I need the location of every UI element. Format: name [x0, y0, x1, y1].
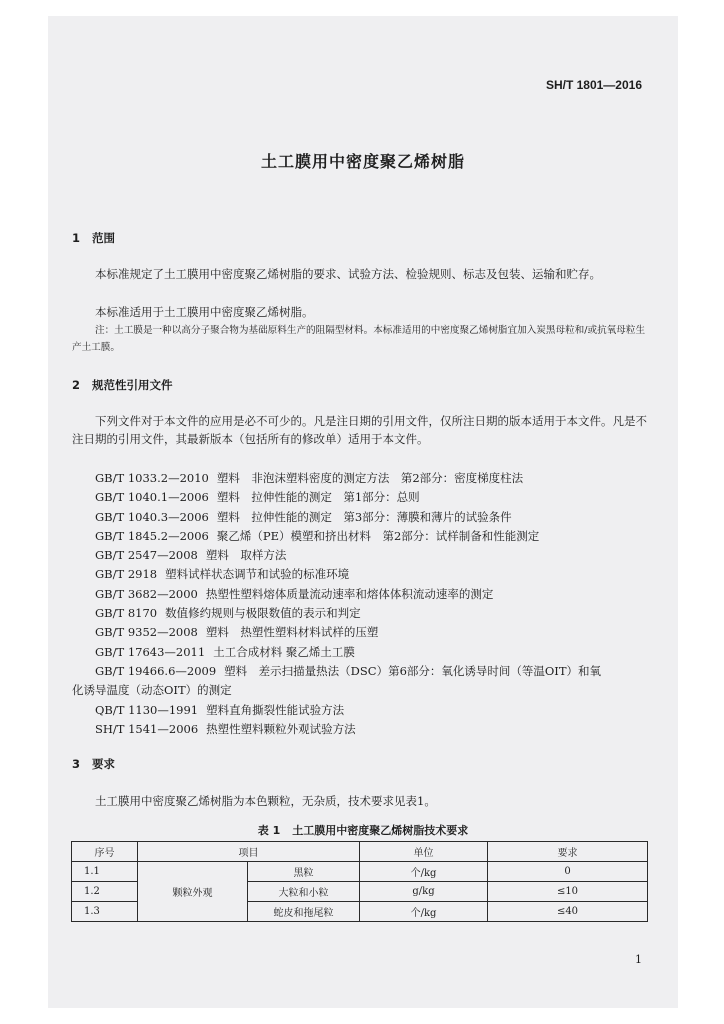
- reference-list: [72, 469, 648, 739]
- table-title: 土工膜用中密度聚乙烯树脂技术要求: [292, 824, 469, 837]
- section-number: 3: [72, 757, 81, 771]
- row-requirement: ≤40: [488, 902, 648, 922]
- table-row: [72, 862, 648, 882]
- reference-item: SH/T 1541—2006 热塑性塑料颗粒外观试验方法: [95, 721, 356, 736]
- document-page: [48, 16, 678, 1008]
- standard-code: SH/T 1801—2016: [545, 78, 642, 92]
- section-title: 要求: [92, 757, 115, 771]
- reference-item: GB/T 2547—2008 塑料 取样方法: [95, 548, 287, 563]
- reference-item: GB/T 1033.2—2010 塑料 非泡沫塑料密度的测定方法 第2部分：密度梯度柱法: [95, 471, 524, 485]
- header-requirement: 要求: [488, 842, 648, 862]
- reference-item: QB/T 1130—1991 塑料直角撕裂性能试验方法: [95, 702, 345, 717]
- header-no: 序号: [72, 842, 138, 862]
- section-title: 范围: [92, 231, 115, 245]
- table-caption: [48, 822, 678, 838]
- reference-item: GB/T 8170 数值修约规则与极限数值的表示和判定: [95, 606, 361, 621]
- reference-item: GB/T 1040.1—2006 塑料 拉伸性能的测定 第1部分：总则: [95, 490, 420, 505]
- reference-item: GB/T 19466.6—2009 塑料 差示扫描量热法（DSC）第6部分：氧化诱导时间（等温OIT）和氧 化诱导温度（动态OIT）的测定: [72, 663, 602, 698]
- row-item: 大粒和小粒: [248, 882, 360, 902]
- section-number: 1: [72, 231, 81, 245]
- document-title: 土工膜用中密度聚乙烯树脂: [260, 152, 465, 171]
- table-number: 表 1: [257, 824, 281, 837]
- reference-item: GB/T 3682—2000 热塑性塑料熔体质量流动速率和熔体体积流动速率的测定: [95, 586, 494, 601]
- row-unit: 个/kg: [360, 902, 488, 922]
- section-1-heading: [72, 230, 115, 246]
- reference-item: GB/T 1845.2—2006 聚乙烯（PE）模塑和挤出材料 第2部分：试样制备和性能测定: [95, 528, 540, 543]
- section-title: 规范性引用文件: [92, 378, 173, 392]
- row-no: 1.3: [72, 902, 138, 922]
- scope-paragraph: 本标准规定了土工膜用中密度聚乙烯树脂的要求、试验方法、检验规则、标志及包装、运输和贮存。: [95, 267, 601, 281]
- row-requirement: 0: [488, 862, 648, 882]
- scope-note: 注：土工膜是一种以高分子聚合物为基础原料生产的阻隔型材料。本标准适用的中密度聚乙烯树脂宜加入炭黑母粒和/或抗氧母粒生产土工膜。: [72, 325, 646, 353]
- row-no: 1.1: [72, 862, 138, 882]
- section-2-heading: [72, 377, 173, 393]
- page-number: 1: [635, 953, 642, 966]
- reference-item: GB/T 17643—2011 土工合成材料 聚乙烯土工膜: [95, 644, 355, 659]
- reference-item: GB/T 2918 塑料试样状态调节和试验的标准环境: [95, 567, 350, 582]
- reference-item: GB/T 9352—2008 塑料 热塑性塑料材料试样的压塑: [95, 625, 379, 640]
- header-unit: 单位: [360, 842, 488, 862]
- reference-item: GB/T 1040.3—2006 塑料 拉伸性能的测定 第3部分：薄膜和薄片的试验条件: [95, 509, 512, 524]
- row-no: 1.2: [72, 882, 138, 902]
- normative-references-intro: 下列文件对于本文件的应用是必不可少的。凡是注日期的引用文件，仅所注日期的版本适用于本文件。凡是不注日期的引用文件，其最新版本（包括所有的修改单）适用于本文件。: [72, 414, 647, 446]
- row-item: 黑粒: [248, 862, 360, 882]
- requirements-table: [71, 841, 648, 922]
- section-number: 2: [72, 378, 81, 392]
- requirements-paragraph: 土工膜用中密度聚乙烯树脂为本色颗粒，无杂质，技术要求见表1。: [95, 794, 436, 808]
- table-header-row: [72, 842, 648, 862]
- row-requirement: ≤10: [488, 882, 648, 902]
- section-3-heading: [72, 756, 115, 772]
- scope-applicability: 本标准适用于土工膜用中密度聚乙烯树脂。: [95, 305, 314, 319]
- item-group: 颗粒外观: [138, 862, 248, 922]
- row-unit: 个/kg: [360, 862, 488, 882]
- row-unit: g/kg: [360, 882, 488, 902]
- row-item: 蛇皮和拖尾粒: [248, 902, 360, 922]
- header-item: 项目: [138, 842, 360, 862]
